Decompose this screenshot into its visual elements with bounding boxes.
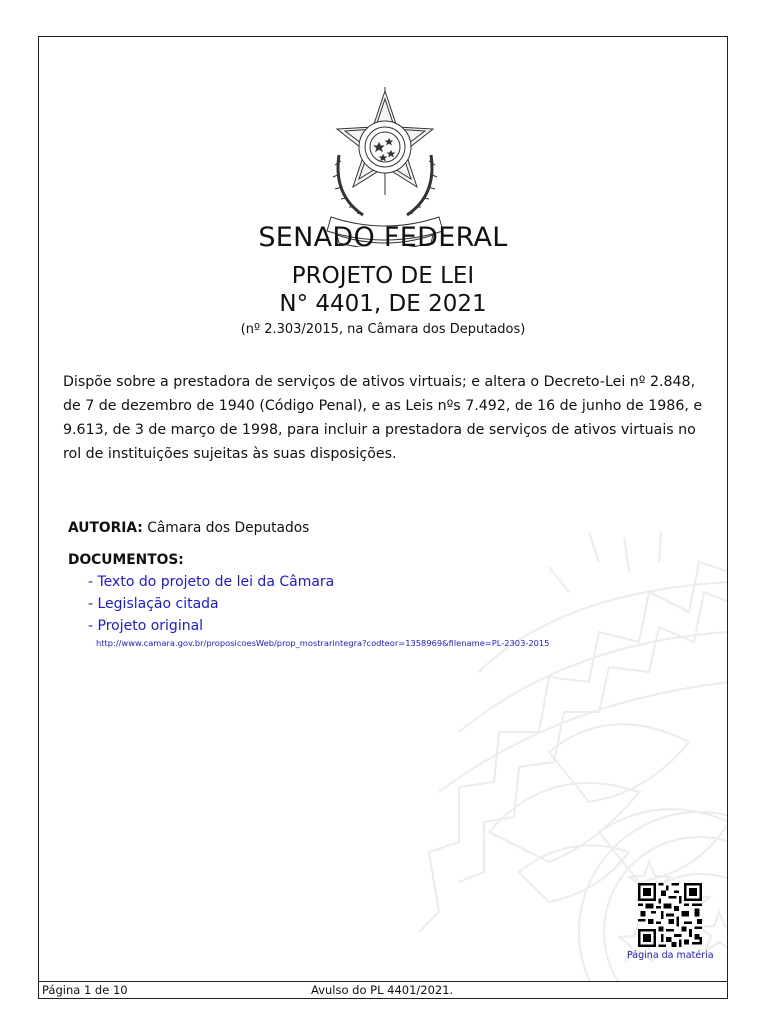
link-original-bill[interactable]: - Projeto original [88,618,204,634]
bill-origin: (nº 2.303/2015, na Câmara dos Deputados) [240,322,526,337]
bill-type: PROJETO DE LEI [291,263,475,289]
documents-title: DOCUMENTOS: [68,552,184,568]
qr-code-label[interactable]: Página da matéria [627,950,714,961]
authorship-label: AUTORIA: [68,520,143,536]
link-bill-text[interactable]: - Texto do projeto de lei da Câmara [88,574,335,590]
page-indicator: Página 1 de 10 [42,983,128,997]
original-bill-url[interactable]: http://www.camara.gov.br/proposicoesWeb/prop_mostrarintegra?codteor=1358969&filename=PL-2303-2015 [96,638,550,648]
authorship-value: Câmara dos Deputados [147,520,310,536]
bill-number: N° 4401, DE 2021 [279,291,487,317]
bill-summary: Dispõe sobre a prestadora de serviços de ativos virtuais; e altera o Decreto-Lei nº 2.848, de 7 de dezembro de 1940 (Código Penal), e as Leis nºs 7.492, de 16 de junho de 1986, e 9.613, de 3 de março de 1998, para incluir a prestadora de serviços de ativos virtuais no rol de instituições sujeitas às suas disposições. [63,374,703,462]
page-footer [38,982,728,999]
authorship [68,520,309,536]
qr-code-icon[interactable] [638,883,702,947]
document-identifier: Avulso do PL 4401/2021. [311,983,454,997]
document-page [38,36,728,982]
institution-title: SENADO FEDERAL [258,222,508,253]
link-cited-legislation[interactable]: - Legislação citada [88,596,219,612]
